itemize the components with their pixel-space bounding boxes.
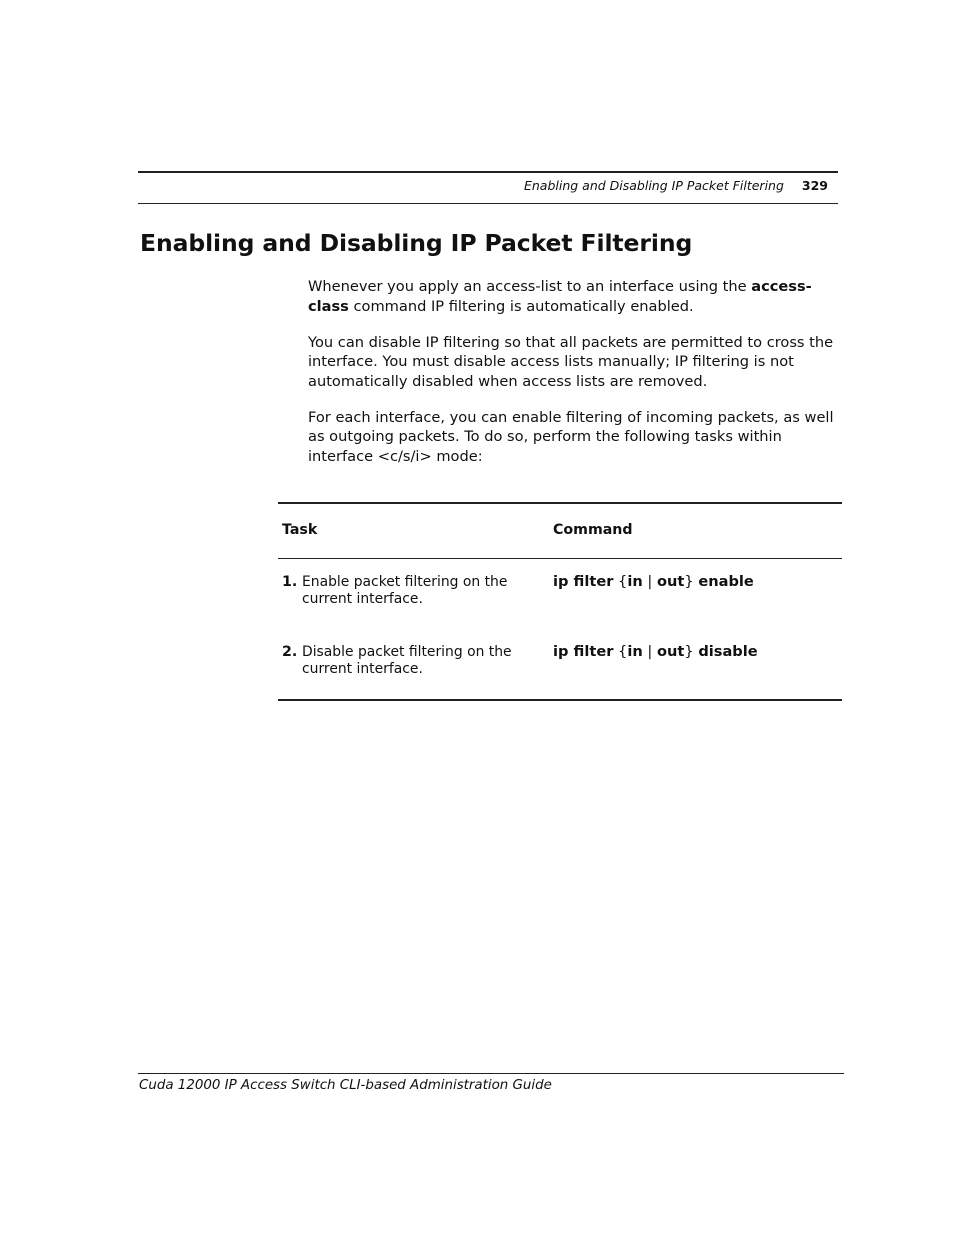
table-row [278, 559, 842, 629]
paragraph-2: You can disable IP filtering so that all packets are permitted to cross the interface. You must disable access lists manually; IP filtering is not automatically disabled when access lists are removed. [308, 333, 834, 390]
header-rule-bottom [138, 203, 838, 204]
footer-text: Cuda 12000 IP Access Switch CLI-based Administration Guide [139, 1078, 552, 1093]
running-title: Enabling and Disabling IP Packet Filtering [523, 178, 784, 193]
step-number: 1. [282, 574, 298, 590]
table-rule-bottom [278, 699, 842, 701]
access-class-keyword: access-class [308, 278, 812, 315]
page-number: 329 [801, 178, 828, 193]
step-command: ip filter {in | out} enable [553, 573, 754, 590]
column-header-command: Command [553, 522, 633, 538]
body-text [308, 277, 838, 483]
header-rule-top [138, 171, 838, 173]
table-header-row [278, 504, 842, 558]
step-command: ip filter {in | out} disable [553, 643, 758, 660]
running-head [524, 178, 828, 193]
footer-rule [138, 1073, 844, 1074]
paragraph-1: Whenever you apply an access-list to an interface using the access-class command IP filtering is automatically enabled. [308, 278, 812, 315]
table-row [278, 629, 842, 699]
column-header-task: Task [282, 522, 318, 538]
step-number: 2. [282, 644, 298, 660]
task-command-table [278, 502, 842, 701]
step-task: Disable packet filtering on the current interface. [302, 644, 512, 677]
step-task: Enable packet filtering on the current interface. [302, 574, 508, 607]
paragraph-3: For each interface, you can enable filtering of incoming packets, as well as outgoing packets. To do so, perform the following tasks within interface <c/s/i> mode: [308, 408, 834, 465]
section-title: Enabling and Disabling IP Packet Filtering [140, 229, 693, 257]
